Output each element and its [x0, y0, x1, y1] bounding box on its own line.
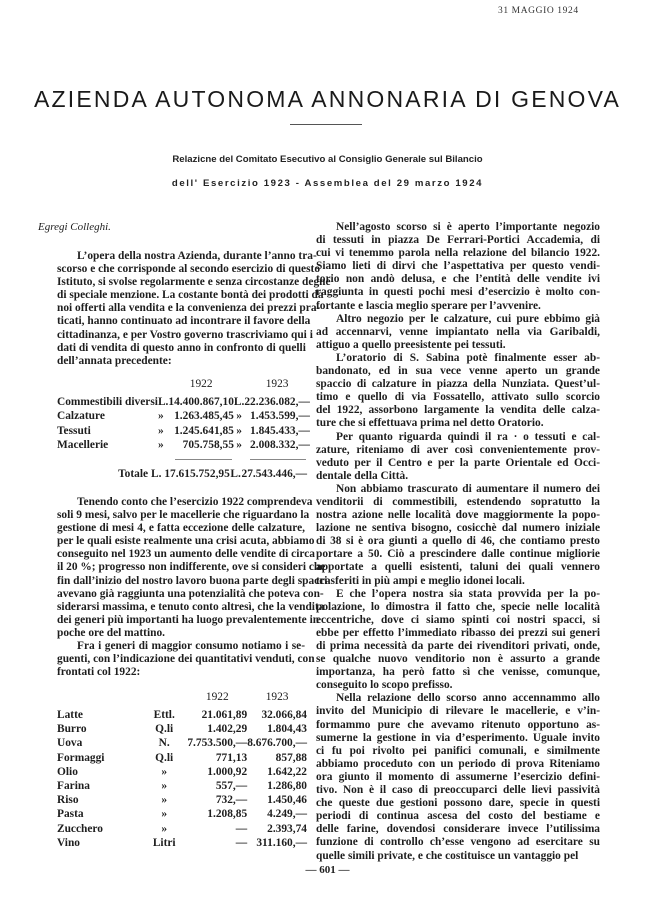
text-line: gestione di mesi 4, e fatta eccezione delle calzature, [57, 522, 305, 535]
cell-label: Tessuti [57, 424, 91, 437]
cell-v1922: 21.061,89 [201, 709, 248, 721]
paragraph [316, 221, 600, 313]
cell-label: Zucchero [57, 822, 103, 835]
cell-v1923: 1.642,22 [267, 765, 307, 778]
total-label: Totale [118, 468, 149, 480]
text-line: fin dall’inizio del nostro lavoro buona parte degli spacci [57, 574, 328, 587]
sales-table-body [57, 395, 310, 452]
text-line: conseguito lo scopo prefisso. [316, 679, 453, 692]
text-line: abbiamo proceduto con un periodo di prova Riteniamo [316, 757, 600, 770]
cell-m2: » [236, 410, 242, 423]
cell-label: Macellerie [57, 438, 109, 451]
salutation: Egregi Colleghi. [38, 221, 111, 233]
paragraph [316, 692, 600, 862]
text-line: formammo pure che avevamo ritenuto opportuno as- [316, 718, 600, 731]
cell-m1: L. [157, 396, 169, 408]
cell-m1: » [157, 410, 164, 423]
cell-v1923: 1.804,43 [267, 723, 307, 736]
text-line: spaccio di calzature in piazza della Nunziata. Quest’ul- [316, 378, 600, 391]
total-currency-1923: L. [230, 468, 241, 480]
goods-table [57, 687, 307, 850]
text-line: guenti, con l’indicazione dei quantitativi venduti, con [57, 653, 315, 666]
text-line: Altro negozio per le calzature, cui pure ebbimo già [336, 312, 600, 325]
text-line: conseguito nel 1923 un aumento delle vendite di circa [57, 548, 315, 561]
subtitle-assembly: dell' Esercizio 1923 - Assemblea del 29 marzo 1924 [171, 178, 484, 189]
header-1922: 1922 [205, 691, 229, 704]
right-column [316, 221, 600, 863]
text-line: funzione di controllo ch’esse vengono ad esercitare su [316, 836, 600, 849]
sales-total-row [57, 468, 307, 480]
cell-v1922: 1.402,29 [207, 723, 248, 736]
cell-unit: » [161, 780, 168, 793]
cell-v1923: 2.008.332,— [250, 438, 310, 451]
title-divider [290, 124, 362, 125]
text-line: delle farine, dovendosi considerare invece l’utilissima [316, 823, 600, 836]
text-line: Nella relazione dello scorso anno accennammo allo [336, 692, 600, 705]
cell-v1922: 1.245.641,85 [174, 424, 234, 437]
cell-label: Formaggi [57, 751, 105, 764]
text-line: veduto per il Centro e per la parte Orientale ed Occi- [316, 456, 600, 469]
cell-label: Commestibili diversi [57, 396, 158, 408]
table-row [57, 793, 307, 807]
cell-v1922: — [235, 822, 248, 835]
text-line: L’opera della nostra Azienda, durante l’anno tra- [77, 250, 317, 262]
page-number: — 601 — [305, 864, 350, 876]
text-line: Siamo lieti di dirvi che l’aspettativa per questo vendi- [316, 260, 600, 273]
text-line: cittadinanza, e per Vostro governo trascriviamo qui i [57, 328, 313, 341]
cell-unit: Q.li [155, 723, 174, 736]
text-line: apportate a quelli esistenti, taluni dei quali vennero [316, 561, 600, 574]
cell-v1923: 857,88 [275, 751, 307, 764]
total-1922: 17.615.752,95 [164, 468, 230, 480]
text-line: nostra azione nelle località dove maggiormente la popo- [316, 509, 600, 522]
text-line: ticati, hanno continuato ad incontrare il favore della [57, 315, 311, 328]
cell-v1922: 14.400.867,10 [168, 396, 234, 408]
cell-v1923: 1.453.599,— [250, 410, 310, 423]
goods-table-header [57, 687, 307, 708]
text-line: del 1922, assorbono largamente la vendita delle calza- [316, 404, 600, 417]
text-line: frontati col 1922: [57, 666, 141, 679]
text-line: Non abbiamo trascurato di aumentare il numero dei [336, 482, 600, 495]
cell-v1923: 2.393,74 [267, 822, 307, 835]
cell-label: Vino [57, 836, 80, 849]
table-row [57, 751, 307, 765]
cell-v1922: 557,— [215, 780, 248, 793]
text-line: E che l’opera nostra sia stata provvida per la po- [336, 587, 600, 600]
text-line: di tessuti in piazza De Ferrari-Portici Accademia, di [316, 234, 600, 247]
text-line: per le quali esiste realmente una crisi acuta, abbiamo [57, 535, 315, 548]
cell-v1922: 732,— [215, 794, 248, 807]
text-line: dentale della Città. [316, 469, 409, 482]
cell-v1922: 7.753.500,— [187, 737, 248, 750]
text-line: dati di vendita di questo anno in confronto di quelli [57, 341, 306, 354]
text-line: invito del Municipio di rilevare le macellerie, e v’in- [316, 705, 600, 718]
page-title: AZIENDA AUTONOMA ANNONARIA DI GENOVA [33, 86, 622, 112]
text-line: ci fu poi rivolto pei panifici comunali, e similmente [316, 744, 600, 757]
table-row [57, 836, 307, 850]
cell-v1923: 22.236.082,— [244, 396, 310, 408]
text-line: ad accennarvi, venne impiantato nella via Garibaldi, [316, 325, 600, 338]
text-line: dei generi più importanti ha luogo prevalentemente in [57, 613, 320, 626]
running-head: 31 MAGGIO 1924 [498, 6, 579, 16]
text-line: il 20 %; progresso non indifferente, ove si consideri che [57, 561, 326, 574]
cell-v1923: 311.160,— [256, 836, 307, 849]
cell-v1923: 32.066,84 [261, 709, 307, 721]
paragraph [316, 483, 600, 588]
table-row [57, 409, 310, 423]
text-line: fortante e lascia meglio sperare per l’avvenire. [316, 299, 541, 312]
text-line: Tenendo conto che l’esercizio 1922 comprendeva [77, 496, 313, 508]
sales-table [57, 373, 310, 452]
text-line: periodi di continua ascesa del costo del bestiame e [316, 810, 600, 823]
text-line: Istituto, si svolse regolarmente e senza circostanze degne [57, 276, 331, 289]
text-line: Fra i generi di maggior consumo notiamo i se- [77, 640, 305, 653]
text-line: portare a 50. Ciò a prescindere dalle continue migliorie [316, 548, 600, 561]
text-line: di speciale menzione. La costante bontà dei prodotti da [57, 289, 324, 302]
subtitle-report: Relazicne del Comitato Esecutivo al Consiglio Generale sul Bilancio [172, 154, 483, 165]
text-line: soli 9 mesi, salvo per le macellerie che riguardano la [57, 509, 310, 522]
cell-v1923: 1.450,46 [267, 794, 307, 807]
text-line: se qualche nuovo venditorio non è assurto a grande [316, 653, 600, 666]
table-row [57, 708, 307, 722]
text-line: zature, riteniamo di aver così convenientemente prov- [316, 443, 600, 456]
text-line: attiguo a quello preesistente pei tessuti. [316, 338, 506, 351]
text-line: venditorii di commestibili, estendendo sopratutto la [316, 495, 600, 508]
table-row [57, 722, 307, 736]
cell-m1: » [157, 438, 164, 451]
paragraph [57, 250, 331, 368]
cell-label: Farina [57, 780, 90, 793]
cell-v1923: 8.676.700,— [247, 737, 307, 750]
header-1923: 1923 [265, 691, 289, 704]
table-row [57, 822, 307, 836]
cell-v1923: 4.249,— [267, 808, 307, 821]
cell-m1: » [157, 424, 164, 437]
table-row [57, 807, 307, 821]
text-line: Per quanto riguarda quindi il ra · o tessuti e cal- [336, 430, 600, 443]
cell-label: Burro [57, 723, 87, 736]
cell-unit: » [161, 765, 168, 778]
text-line: timo e quello di via Fossatello, attivato sullo scorcio [316, 391, 600, 404]
cell-v1922: 1.208,85 [207, 808, 248, 821]
cell-label: Uova [57, 737, 83, 750]
text-line: importanza, ha però fatto sì che venisse, comunque, [316, 666, 600, 679]
cell-v1922: 1.000,92 [207, 765, 248, 778]
cell-label: Latte [57, 709, 83, 721]
cell-v1923: 1.286,80 [267, 780, 307, 793]
header-1922: 1922 [189, 377, 213, 390]
text-line: di prima necessità da parte dei rivenditori privati, onde, [316, 640, 600, 652]
cell-v1922: — [235, 836, 248, 849]
cell-unit: Ettl. [153, 709, 175, 721]
table-row [57, 395, 310, 409]
paragraph [57, 496, 328, 640]
text-line: avevano già raggiunta una potenzialità che poteva con- [57, 587, 324, 600]
sum-rule-1923 [250, 459, 306, 460]
text-line: raggiunta in questi pochi mesi d’esercizio è molto con- [316, 286, 600, 299]
total-1923: 27.543.446,— [241, 468, 307, 480]
text-line: trasferiti in più ampi e meglio idonei locali. [316, 574, 525, 587]
paragraph [316, 588, 600, 693]
cell-v1922: 771,13 [215, 751, 248, 764]
text-line: scorso e che corrisponde al secondo esercizio di questo [57, 263, 321, 276]
left-column-commentary [57, 496, 328, 679]
text-line: tivo. Non è il caso di preoccuparci delle lievi passività [316, 784, 600, 797]
text-line: cui vi tenemmo parola nella relazione del bilancio 1922. [316, 247, 600, 260]
paragraph [316, 313, 600, 352]
cell-v1922: 705.758,55 [182, 438, 234, 451]
text-line: lazione ne sentiva bisogno, cosicchè dal numero iniziale [316, 522, 600, 535]
paragraph [316, 352, 600, 431]
text-line: ora giunto il momento di assumerne l’esercizio defini- [316, 770, 600, 783]
table-row [57, 438, 310, 452]
cell-label: Riso [57, 794, 79, 807]
text-line: ebbe per effetto l’immediato ribasso dei prezzi sui generi [316, 626, 600, 639]
text-line: sumerne la gestione in via d’esperimento. Uguale invito [316, 731, 600, 744]
table-row [57, 736, 307, 750]
cell-m2: » [236, 438, 242, 451]
table-row [57, 779, 307, 793]
goods-table-body [57, 708, 307, 850]
text-line: L’oratorio di S. Sabina potè finalmente esser ab- [336, 351, 600, 364]
text-line: che queste due gestioni possono dare, specie in questi [316, 797, 600, 810]
cell-unit: Litri [152, 836, 176, 849]
left-column-intro [57, 250, 331, 368]
cell-unit: Q.li [155, 751, 174, 764]
cell-unit: » [161, 794, 168, 807]
text-line: di 38 si è ora giunti a quello di 46, che contiamo presto [316, 535, 600, 548]
paragraph [316, 431, 600, 483]
text-line: eccentriche, dove ci siamo spinti coi nostri spacci, si [316, 613, 600, 626]
text-line: ture che si effettuava prima nel detto Oratorio. [316, 417, 544, 430]
text-line: noi offerti alla vendita e la convenienza dei prezzi pra- [57, 302, 321, 315]
cell-m2: » [236, 424, 242, 437]
cell-label: Olio [57, 765, 78, 778]
header-1923: 1923 [265, 377, 289, 390]
cell-v1923: 1.845.433,— [250, 424, 310, 437]
cell-label: Pasta [57, 808, 84, 821]
cell-unit: N. [158, 737, 170, 750]
text-line: quelle simili private, e che costituisce un vantaggio pel [316, 849, 579, 862]
text-line: poche ore del mattino. [57, 626, 165, 639]
text-line: torio non andò delusa, e che l’entità delle vendite ivi [316, 273, 600, 286]
text-line: polazione, lo dimostra il fatto che, specie nelle località [316, 600, 600, 613]
text-line: Nell’agosto scorso si è aperto l’importante negozio [336, 221, 600, 233]
text-line: bandonato, ed in sua vece venne aperto un grande [316, 365, 600, 378]
cell-m2: L. [233, 396, 245, 408]
sales-table-header [57, 373, 310, 395]
cell-v1922: 1.263.485,45 [174, 410, 234, 423]
cell-unit: » [161, 808, 168, 821]
total-currency-1922: L. [151, 468, 162, 480]
sum-rule-1922 [175, 459, 232, 460]
cell-unit: » [161, 822, 168, 835]
text-line: dell’annata precedente: [57, 354, 172, 367]
table-row [57, 424, 310, 438]
table-row [57, 765, 307, 779]
cell-label: Calzature [57, 410, 105, 423]
text-line: siderarsi massima, e tenuto conto altresì, che la vendita [57, 600, 325, 613]
paragraph [57, 640, 315, 679]
